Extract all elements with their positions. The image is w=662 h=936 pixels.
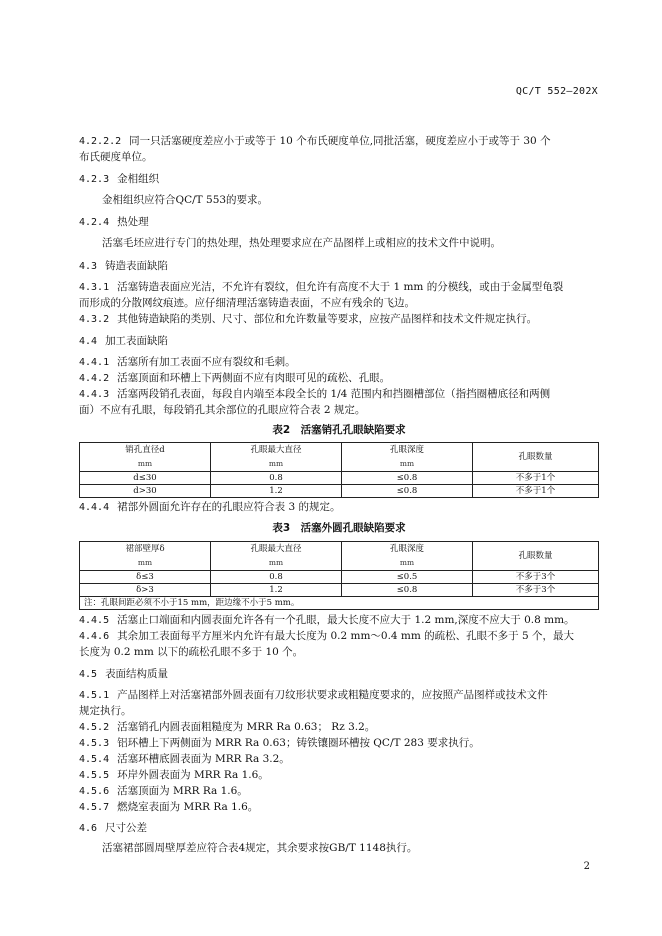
table-row: [80, 485, 599, 498]
section-heading-4-2-3: [79, 171, 599, 188]
table-note-row: [80, 597, 599, 610]
clause-4-4-6-cont: 长度为 0.2 mm 以下的疏松孔眼不多于 10 个。: [79, 646, 304, 658]
table-note: 注：孔眼间距必须不小于15 mm，距边缘不小于5 mm。: [80, 597, 599, 610]
clause-4-2-2-2: [79, 133, 599, 150]
table-cell: ≤0.5: [342, 571, 473, 584]
section-heading-4-5: [79, 666, 599, 683]
clause-number: 4.5.6: [79, 786, 110, 797]
clause-4-5-2: [79, 719, 599, 736]
table-cell: 1.2: [211, 584, 342, 597]
clause-number: 4.5.2: [79, 722, 110, 733]
column-header: 裙部壁厚δ mm: [80, 542, 211, 571]
clause-4-4-1: [79, 354, 599, 371]
section-number: 4.2.3: [79, 174, 110, 185]
clause-text: 活塞销孔内圆表面粗糙度为 MRR Ra 0.63； Rz 3.2。: [117, 721, 376, 733]
clause-text: 同一只活塞硬度差应小于或等于 10 个布氏硬度单位,同批活塞，硬度差应小于或等于 30 个: [129, 135, 551, 147]
section-title: 热处理: [117, 216, 149, 228]
section-number: 4.4: [79, 336, 98, 347]
table-cell: 不多于3个: [473, 584, 599, 597]
table-header-row: [80, 443, 599, 472]
table-2-caption: 表2 活塞销孔孔眼缺陷要求: [272, 424, 406, 436]
clause-text: 其余加工表面每平方厘米内允许有最大长度为 0.2 mm～0.4 mm 的疏松、孔眼不多于 5 个，最大: [117, 630, 575, 642]
document-code: QC/T 552—202X: [515, 86, 598, 97]
table-cell: 1.2: [211, 485, 342, 498]
column-header: 孔眼深度 mm: [342, 443, 473, 472]
table-cell: ≤0.8: [342, 472, 473, 485]
section-title: 金相组织: [117, 173, 160, 185]
table-cell: 0.8: [211, 472, 342, 485]
clause-number: 4.5.4: [79, 754, 110, 765]
section-heading-4-2-4: [79, 214, 599, 231]
clause-4-4-6: [79, 628, 599, 645]
clause-text: 活塞环槽底圆表面为 MRR Ra 3.2。: [117, 753, 290, 765]
table-cell: d≤30: [80, 472, 211, 485]
clause-4-5-7: [79, 799, 599, 816]
clause-number: 4.5.7: [79, 802, 110, 813]
section-number: 4.5: [79, 669, 98, 680]
table-cell: δ≤3: [80, 571, 211, 584]
clause-4-3-1-cont: 而形成的分散网纹痕迹。应仔细清理活塞铸造表面，不应有残余的飞边。: [79, 297, 415, 309]
column-header: 孔眼深度 mm: [342, 542, 473, 571]
table-2: [79, 442, 599, 498]
paragraph-4-2-4: 活塞毛坯应进行专门的热处理，热处理要求应在产品图样上或相应的技术文件中说明。: [102, 237, 501, 249]
clause-4-4-3: [79, 386, 599, 403]
clause-4-5-6: [79, 783, 599, 800]
clause-number: 4.4.1: [79, 357, 110, 368]
clause-number: 4.4.3: [79, 389, 110, 400]
section-title: 尺寸公差: [105, 822, 148, 834]
column-header: 孔眼数量: [473, 542, 599, 571]
clause-number: 4.2.2.2: [79, 136, 122, 147]
table-cell: 不多于1个: [473, 472, 599, 485]
clause-4-5-1: [79, 687, 599, 704]
column-header: 孔眼最大直径 mm: [211, 443, 342, 472]
page-number: 2: [583, 861, 590, 872]
clause-4-3-1: [79, 279, 599, 296]
clause-number: 4.3.2: [79, 314, 110, 325]
section-heading-4-4: [79, 333, 599, 350]
clause-text: 燃烧室表面为 MRR Ra 1.6。: [117, 801, 259, 813]
table-cell: ≤0.8: [342, 584, 473, 597]
clause-4-5-1-cont: 规定执行。: [79, 705, 132, 717]
clause-4-2-2-2-cont: 布氏硬度单位。: [79, 151, 153, 163]
column-header: 孔眼数量: [473, 443, 599, 472]
table-cell: δ>3: [80, 584, 211, 597]
section-heading-4-6: [79, 820, 599, 837]
clause-number: 4.4.2: [79, 373, 110, 384]
section-number: 4.2.4: [79, 217, 110, 228]
clause-text: 铝环槽上下两侧面为 MRR Ra 0.63；铸铁镶圈环槽按 QC/T 283 要求执行。: [117, 737, 480, 749]
table-3-caption: 表3 活塞外圆孔眼缺陷要求: [272, 522, 406, 534]
section-title: 加工表面缺陷: [105, 335, 169, 347]
table-row: [80, 472, 599, 485]
clause-number: 4.4.4: [79, 502, 110, 513]
table-row: [80, 584, 599, 597]
table-cell: d>30: [80, 485, 211, 498]
clause-number: 4.4.6: [79, 631, 110, 642]
table-cell: 0.8: [211, 571, 342, 584]
clause-4-5-5: [79, 767, 599, 784]
table-cell: 不多于3个: [473, 571, 599, 584]
clause-4-4-3-cont: 面）不应有孔眼，每段销孔其余部位的孔眼应符合表 2 规定。: [79, 404, 366, 416]
clause-4-5-4: [79, 751, 599, 768]
section-number: 4.3: [79, 261, 98, 272]
clause-text: 活塞止口端面和内圆表面允许各有一个孔眼，最大长度不应大于 1.2 mm,深度不应大于 0.8 mm。: [117, 614, 575, 626]
clause-text: 活塞两段销孔表面，每段自内端至本段全长的 1/4 范围内和挡圈槽部位（指挡圈槽底径和两侧: [117, 388, 551, 400]
section-heading-4-3: [79, 258, 599, 275]
clause-text: 活塞铸造表面应光洁，不允许有裂纹，但允许有高度不大于 1 mm 的分模线，或由于金属型龟裂: [117, 281, 564, 293]
clause-number: 4.5.5: [79, 770, 110, 781]
column-header: 孔眼最大直径 mm: [211, 542, 342, 571]
table-3: [79, 541, 599, 610]
clause-number: 4.3.1: [79, 282, 110, 293]
clause-4-4-5: [79, 612, 599, 629]
clause-text: 其他铸造缺陷的类别、尺寸、部位和允许数量等要求，应按产品图样和技术文件规定执行。: [117, 313, 538, 325]
clause-number: 4.4.5: [79, 615, 110, 626]
clause-4-4-2: [79, 370, 599, 387]
section-title: 铸造表面缺陷: [105, 260, 169, 272]
table-header-row: [80, 542, 599, 571]
paragraph-4-2-3: 金相组织应符合QC/T 553的要求。: [102, 194, 269, 206]
clause-number: 4.5.1: [79, 690, 110, 701]
section-number: 4.6: [79, 823, 98, 834]
clause-4-5-3: [79, 735, 599, 752]
clause-text: 活塞顶面和环槽上下两侧面不应有肉眼可见的疏松、孔眼。: [117, 372, 391, 384]
clause-text: 活塞所有加工表面不应有裂纹和毛刺。: [117, 356, 296, 368]
table-cell: ≤0.8: [342, 485, 473, 498]
clause-text: 裙部外圆面允许存在的孔眼应符合表 3 的规定。: [117, 501, 341, 513]
table-cell: 不多于1个: [473, 485, 599, 498]
clause-text: 环岸外圆表面为 MRR Ra 1.6。: [117, 769, 269, 781]
clause-4-4-4: [79, 499, 599, 516]
clause-4-3-2: [79, 311, 599, 328]
table-row: [80, 571, 599, 584]
paragraph-4-6: 活塞裙部圆周壁厚差应符合表4规定，其余要求按GB/T 1148执行。: [102, 842, 418, 854]
section-title: 表面结构质量: [105, 668, 169, 680]
clause-text: 产品图样上对活塞裙部外圆表面有刀纹形状要求或粗糙度要求的，应按照产品图样或技术文件: [117, 689, 548, 701]
clause-number: 4.5.3: [79, 738, 110, 749]
clause-text: 活塞顶面为 MRR Ra 1.6。: [117, 785, 248, 797]
column-header: 销孔直径d mm: [80, 443, 211, 472]
